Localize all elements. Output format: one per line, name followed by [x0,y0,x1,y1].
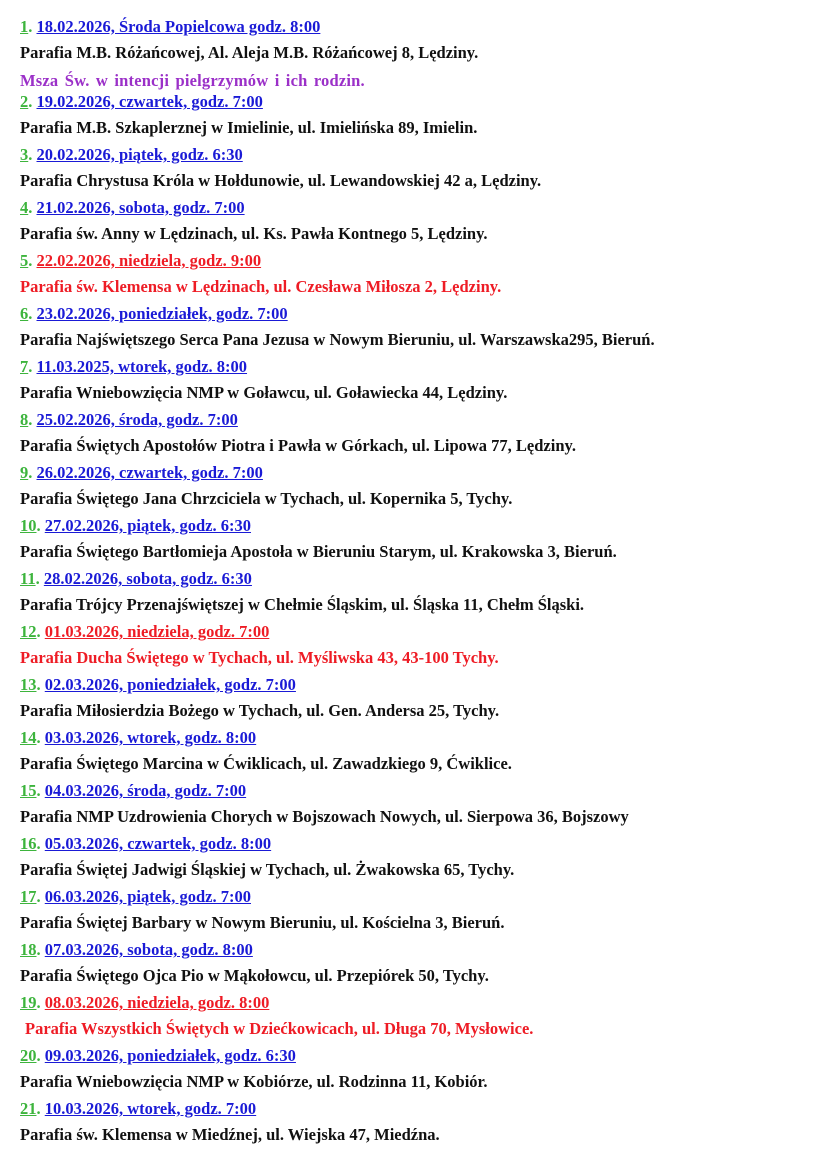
entry-number: 3 [20,145,29,164]
entry-date-link[interactable]: 27.02.2026, piątek, godz. 6:30 [44,516,251,535]
entry-parish-address: Parafia Świętej Jadwigi Śląskiej w Tychach, ul. Żwakowska 65, Tychy. [20,860,515,879]
entry-parish-address: Parafia Świętych Apostołów Piotra i Pawła w Górkach, ul. Lipowa 77, Lędziny. [20,436,576,455]
number-period: . [28,145,37,164]
entry-number: 21 [20,1099,37,1118]
entry-number: 6 [20,304,29,323]
schedule-date-line [20,1098,256,1120]
entry-parish-address: Parafia św. Klemensa w Miedźnej, ul. Wiejska 47, Miedźna. [20,1125,440,1144]
entry-date-link[interactable]: 07.03.2026, sobota, godz. 8:00 [44,940,253,959]
entry-number: 8 [20,410,29,429]
entry-parish-address: Parafia Miłosierdzia Bożego w Tychach, ul. Gen. Andersa 25, Tychy. [20,701,500,720]
number-period: . [28,92,37,111]
entry-date-link[interactable]: 20.02.2026, piątek, godz. 6:30 [36,145,243,164]
entry-parish-address: Parafia Trójcy Przenajświętszej w Chełmie Śląskim, ul. Śląska 11, Chełm Śląski. [20,595,585,614]
entry-number: 5 [20,251,29,270]
schedule-date-line [20,780,246,802]
schedule-date-line [20,939,253,961]
schedule-date-line [20,833,271,855]
entry-date-link[interactable]: 18.02.2026, Środa Popielcowa godz. 8:00 [36,17,321,36]
entry-date-link[interactable]: 03.03.2026, wtorek, godz. 8:00 [44,728,257,747]
entry-number: 1 [20,17,29,36]
entry-date-link[interactable]: 22.02.2026, niedziela, godz. 9:00 [36,251,262,270]
entry-date-link[interactable]: 19.02.2026, czwartek, godz. 7:00 [36,92,263,111]
entry-date-link[interactable]: 10.03.2026, wtorek, godz. 7:00 [44,1099,257,1118]
entry-number: 20 [20,1046,37,1065]
entry-number: 4 [20,198,29,217]
schedule-date-line [20,568,252,590]
number-period: . [36,728,45,747]
entry-parish-address: Parafia M.B. Szkaplerznej w Imielinie, ul. Imielińska 89, Imielin. [20,118,478,137]
entry-number: 17 [20,887,37,906]
entry-number: 9 [20,463,29,482]
entry-number: 10 [20,516,37,535]
entry-parish-address: Parafia św. Anny w Lędzinach, ul. Ks. Pawła Kontnego 5, Lędziny. [20,224,488,243]
entry-parish-address: Parafia Wszystkich Świętych w Dziećkowicach, ul. Długa 70, Mysłowice. [25,1019,534,1038]
entry-number: 16 [20,834,37,853]
number-period: . [28,17,37,36]
schedule-date-line [20,144,243,166]
number-period: . [36,781,45,800]
number-period: . [28,357,37,376]
number-period: . [36,516,45,535]
number-period: . [28,304,37,323]
number-period: . [36,1046,45,1065]
entry-parish-address: Parafia św. Klemensa w Lędzinach, ul. Czesława Miłosza 2, Lędziny. [20,277,502,296]
entry-note: Msza Św. w intencji pielgrzymów i ich rodzin. [20,71,365,90]
schedule-date-line [20,462,263,484]
number-period: . [36,834,45,853]
schedule-date-line [20,992,269,1014]
number-period: . [36,622,45,641]
entry-parish-address: Parafia Świętego Jana Chrzciciela w Tychach, ul. Kopernika 5, Tychy. [20,489,513,508]
number-period: . [28,410,37,429]
entry-date-link[interactable]: 26.02.2026, czwartek, godz. 7:00 [36,463,263,482]
entry-parish-address: Parafia Świętej Barbary w Nowym Bieruniu, ul. Kościelna 3, Bieruń. [20,913,505,932]
entry-date-link[interactable]: 25.02.2026, środa, godz. 7:00 [36,410,238,429]
entry-number: 7 [20,357,29,376]
schedule-date-line [20,250,261,272]
entry-parish-address: Parafia Wniebowzięcia NMP w Kobiórze, ul. Rodzinna 11, Kobiór. [20,1072,488,1091]
schedule-date-line [20,886,251,908]
number-period: . [36,940,45,959]
schedule-date-line [20,409,238,431]
number-period: . [36,887,45,906]
schedule-date-line [20,91,263,113]
number-period: . [28,463,37,482]
entry-parish-address: Parafia Świętego Bartłomieja Apostoła w Bieruniu Starym, ul. Krakowska 3, Bieruń. [20,542,617,561]
schedule-date-line [20,1045,296,1067]
entry-number: 18 [20,940,37,959]
number-period: . [36,675,45,694]
schedule-date-line [20,674,296,696]
entry-date-link[interactable]: 09.03.2026, poniedziałek, godz. 6:30 [44,1046,296,1065]
schedule-date-line [20,621,269,643]
entry-number: 15 [20,781,37,800]
entry-parish-address: Parafia Wniebowzięcia NMP w Goławcu, ul. Goławiecka 44, Lędziny. [20,383,508,402]
entry-parish-address: Parafia Ducha Świętego w Tychach, ul. Myśliwska 43, 43-100 Tychy. [20,648,499,667]
entry-parish-address: Parafia Świętego Ojca Pio w Mąkołowcu, ul. Przepiórek 50, Tychy. [20,966,489,985]
entry-number: 12 [20,622,37,641]
entry-date-link[interactable]: 04.03.2026, środa, godz. 7:00 [44,781,247,800]
entry-parish-address: Parafia Chrystusa Króla w Hołdunowie, ul. Lewandowskiej 42 a, Lędziny. [20,171,542,190]
entry-date-link[interactable]: 02.03.2026, poniedziałek, godz. 7:00 [44,675,296,694]
entry-parish-address: Parafia Najświętszego Serca Pana Jezusa w Nowym Bieruniu, ul. Warszawska295, Bieruń. [20,330,655,349]
entry-number: 13 [20,675,37,694]
entry-date-link[interactable]: 08.03.2026, niedziela, godz. 8:00 [44,993,270,1012]
schedule-date-line [20,515,251,537]
entry-number: 11 [20,569,36,588]
entry-date-link[interactable]: 21.02.2026, sobota, godz. 7:00 [36,198,245,217]
entry-date-link[interactable]: 11.03.2025, wtorek, godz. 8:00 [36,357,248,376]
schedule-date-line [20,197,245,219]
entry-number: 19 [20,993,37,1012]
number-period: . [28,198,37,217]
entry-number: 2 [20,92,29,111]
entry-date-link[interactable]: 06.03.2026, piątek, godz. 7:00 [44,887,251,906]
number-period: . [36,993,45,1012]
schedule-date-line [20,727,256,749]
schedule-date-line [20,356,247,378]
schedule-date-line [20,303,288,325]
entry-date-link[interactable]: 28.02.2026, sobota, godz. 6:30 [43,569,252,588]
number-period: . [28,251,37,270]
entry-date-link[interactable]: 01.03.2026, niedziela, godz. 7:00 [44,622,270,641]
entry-parish-address: Parafia M.B. Różańcowej, Al. Aleja M.B. Różańcowej 8, Lędziny. [20,43,479,62]
entry-parish-address: Parafia Świętego Marcina w Ćwiklicach, ul. Zawadzkiego 9, Ćwiklice. [20,754,512,773]
number-period: . [36,1099,45,1118]
schedule-date-line [20,16,320,38]
entry-date-link[interactable]: 05.03.2026, czwartek, godz. 8:00 [44,834,272,853]
entry-number: 14 [20,728,37,747]
number-period: . [35,569,44,588]
entry-date-link[interactable]: 23.02.2026, poniedziałek, godz. 7:00 [36,304,288,323]
entry-parish-address: Parafia NMP Uzdrowienia Chorych w Bojszowach Nowych, ul. Sierpowa 36, Bojszowy [20,807,629,826]
